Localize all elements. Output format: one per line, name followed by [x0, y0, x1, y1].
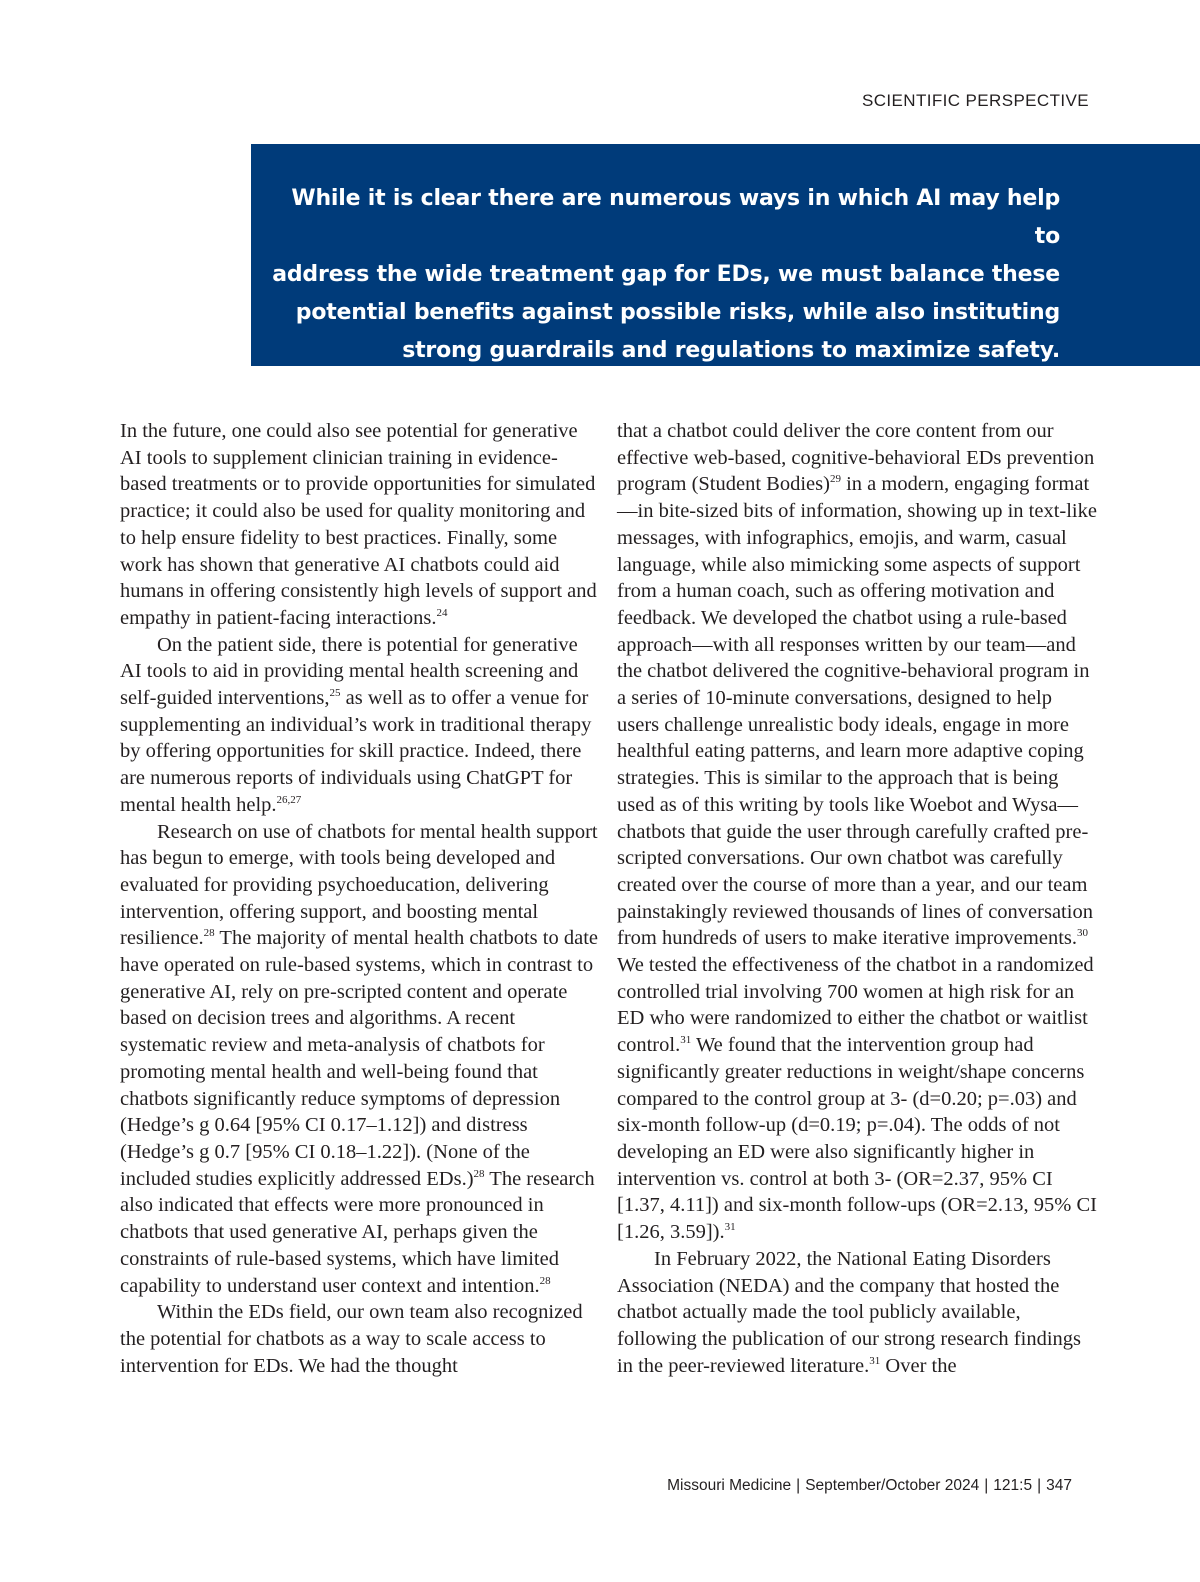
page-number: 347: [1046, 1477, 1072, 1494]
reference-superscript: 29: [829, 473, 841, 486]
paragraph: In the future, one could also see potential for generative AI tools to supplement clinician training in evidence-based treatments or to provide opportunities for simulated practice; it could also be used for quality monitoring and to help ensure fidelity to best practices. Finally, some work has shown that generative AI chatbots could aid humans in offering consistently high levels of support and empathy in patient-facing interactions.$^{24}$: [120, 420, 597, 629]
pull-quote-box: [251, 144, 1200, 366]
reference-superscript: 30: [1077, 927, 1088, 940]
reference-superscript: 31: [680, 1034, 692, 1047]
paragraph: On the patient side, there is potential for generative AI tools to aid in providing mental health screening and self-guided interventions,$^{25}$ as well as to offer a venue for supplementing an individual’s work in traditional therapy by offering opportunities for skill practice. Indeed, there are numerous reports of individuals using ChatGPT for mental health help.$^{26,27}$: [120, 633, 592, 816]
issue-date: September/October 2024: [805, 1477, 980, 1494]
reference-superscript: 26,27: [276, 794, 302, 807]
footer-separator: |: [796, 1477, 801, 1494]
footer-separator: |: [984, 1477, 989, 1494]
reference-superscript: 24: [436, 607, 448, 620]
reference-superscript: 28: [539, 1274, 551, 1287]
pull-quote-line: address the wide treatment gap for EDs, we must balance these: [272, 262, 1060, 287]
section-label: SCIENTIFIC PERSPECTIVE: [861, 91, 1089, 110]
right-column: [617, 418, 1099, 1379]
footer-separator: |: [1037, 1477, 1042, 1494]
paragraph: that a chatbot could deliver the core content from our effective web-based, cognitive-behavioral EDs prevention program (Student Bodies)$^{29}$ in a modern, engaging format—in bite-sized bits of information, showing up in text-like messages, with infographics, emojis, and warm, casual language, while also mimicking some aspects of support from a human coach, such as offering motivation and feedback. We developed the chatbot using a rule-based approach—with all responses written by our team—and the chatbot delivered the cognitive-behavioral program in a series of 10-minute conversations, designed to help users challenge unrealistic body ideals, engage in more healthful eating patterns, and learn more adaptive coping strategies. This is similar to the approach that is being used as of this writing by tools like Woebot and Wysa—chatbots that guide the user through carefully crafted pre-scripted conversations. Our own chatbot was carefully created over the course of more than a year, and our team painstakingly reviewed thousands of lines of conversation from hundreds of users to make iterative improvements.$^{30}$ We tested the effectiveness of the chatbot in a randomized controlled trial involving 700 women at high risk for an ED who were randomized to either the chatbot or waitlist control.$^{31}$ We found that the intervention group had significantly greater reductions in weight/shape concerns compared to the control group at 3- (d=0.20; p=.03) and six-month follow-up (d=0.19; p=.04). The odds of not developing an ED were also significantly higher in intervention vs. control at both 3- (OR=2.37, 95% CI [1.37, 4.11]) and six-month follow-ups (OR=2.13, 95% CI [1.26, 3.59]).$^{31}$: [617, 420, 1097, 1244]
journal-name: Missouri Medicine: [667, 1477, 792, 1494]
reference-superscript: 25: [329, 687, 341, 700]
reference-superscript: 28: [473, 1167, 485, 1180]
reference-superscript: 31: [869, 1354, 881, 1367]
left-column: [120, 418, 602, 1379]
reference-superscript: 28: [203, 927, 215, 940]
pull-quote-line: strong guardrails and regulations to maximize safety.: [402, 338, 1060, 363]
page-footer: [667, 1477, 1072, 1495]
pull-quote-line: While it is clear there are numerous ways in which AI may help to: [291, 186, 1060, 249]
volume-issue: 121:5: [993, 1477, 1033, 1494]
pull-quote-line: potential benefits against possible risks, while also instituting: [295, 300, 1060, 325]
pull-quote-text: [271, 180, 1060, 370]
paragraph: Research on use of chatbots for mental health support has begun to emerge, with tools being developed and evaluated for providing psychoeducation, delivering intervention, offering support, and boosting mental resilience.$^{28}$ The majority of mental health chatbots to date have operated on rule-based systems, which in contrast to generative AI, rely on pre-scripted content and operate based on decision trees and algorithms. A recent systematic review and meta-analysis of chatbots for promoting mental health and well-being found that chatbots significantly reduce symptoms of depression (Hedge’s g 0.64 [95% CI 0.17–1.12]) and distress (Hedge’s g 0.7 [95% CI 0.18–1.22]). (None of the included studies explicitly addressed EDs.)$^{28}$ The research also indicated that effects were more pronounced in chatbots that used generative AI, perhaps given the constraints of rule-based systems, which have limited capability to understand user context and intention.$^{28}$: [120, 820, 598, 1297]
reference-superscript: 31: [724, 1221, 736, 1234]
paragraph: Within the EDs field, our own team also recognized the potential for chatbots as a way to scale access to intervention for EDs. We had the thought: [120, 1301, 583, 1377]
paragraph: In February 2022, the National Eating Disorders Association (NEDA) and the company that hosted the chatbot actually made the tool publicly available, following the publication of our strong research findings in the peer-reviewed literature.$^{31}$ Over the: [617, 1247, 1081, 1377]
